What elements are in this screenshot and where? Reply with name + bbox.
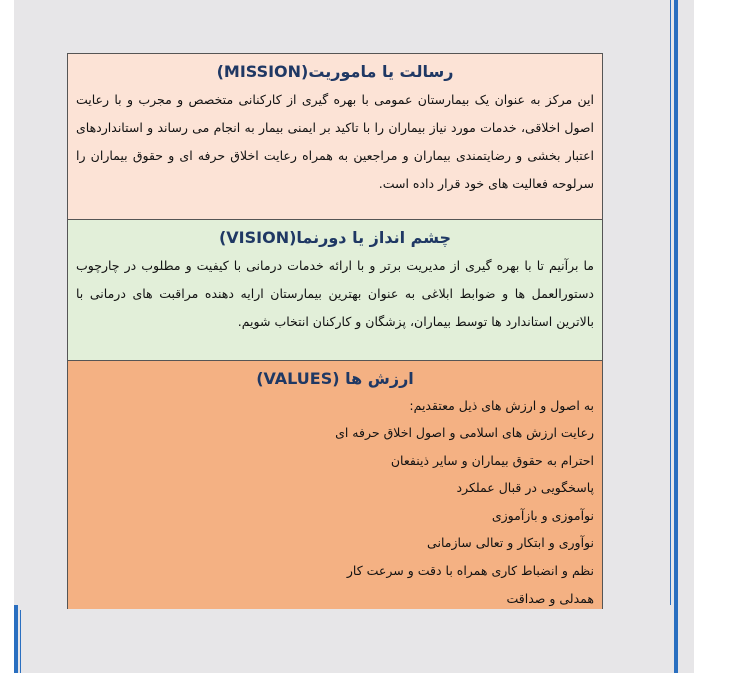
vision-body: ما برآنیم تا با بهره گیری از مدیریت برتر و با ارائه خدمات درمانی با کیفیت و مطلوب در چارچوب دستورالعمل ها و ضوابط ابلاغی به عنوان بهترین بیمارستان ارایه دهنده مراقبت های درمانی با بالاترین استاندارد ها توسط بیماران، پزشگان و کارکنان انتخاب شویم.: [76, 258, 594, 329]
values-section: [68, 361, 602, 609]
mission-title: رسالت یا ماموریت(MISSION): [216, 62, 454, 81]
left-margin: [0, 0, 14, 673]
right-margin: [694, 0, 742, 673]
values-intro: به اصول و ارزش های ذیل معتقدیم:: [409, 398, 594, 413]
page-border-left-inner: [20, 610, 21, 673]
values-title: ارزش ها (VALUES): [256, 369, 414, 388]
values-list-item: احترام به حقوق بیماران و سایر ذینفعان: [390, 452, 594, 468]
values-list-item: نظم و انضباط کاری همراه با دقت و سرعت کار: [346, 562, 594, 578]
page-border-right: [674, 0, 678, 673]
page-border-left: [14, 605, 18, 673]
values-list: [76, 419, 594, 609]
values-list-item: پاسخگویی در قبال عملکرد: [456, 480, 594, 496]
page-border-right-inner: [670, 0, 671, 605]
mission-vision-values-table: [67, 53, 603, 609]
values-list-item: رعایت ارزش های اسلامی و اصول اخلاق حرفه ای: [335, 425, 594, 440]
vision-section: [68, 220, 602, 361]
values-list-item: همدلی و صداقت: [506, 590, 594, 606]
vision-title: چشم انداز یا دورنما(VISION): [218, 228, 452, 247]
values-list-item: نوآموزی و بازآموزی: [491, 507, 594, 523]
mission-body: این مرکز به عنوان یک بیمارستان عمومی با بهره گیری از کارکنانی متخصص و مجرب و با رعایت اصول اخلاقی، خدمات مورد نیاز بیماران را با تاکید بر ایمنی بیمار به انجام می رساند و استانداردهای اعتبار بخشی و رضایتمندی بیماران و مراجعین به همراه رعایت اخلاق حرفه ای و حقوق بیماران را سرلوحه فعالیت های خود قرار داده است.: [76, 92, 594, 191]
values-list-item: نوآوری و ابتکار و تعالی سازمانی: [427, 535, 594, 551]
mission-section: [68, 54, 602, 220]
